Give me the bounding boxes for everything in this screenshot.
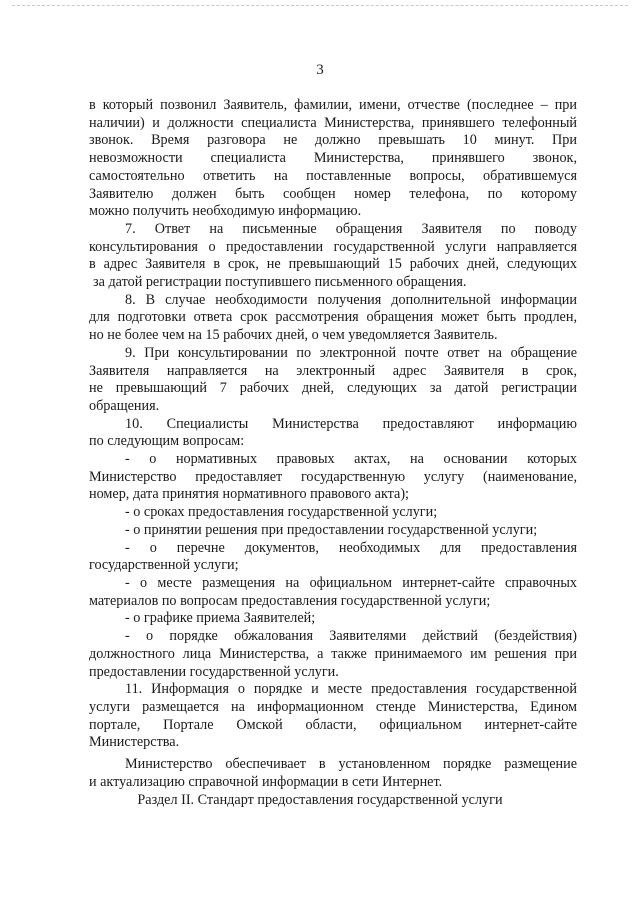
text-line: Заявителю должен быть сообщен номер телефона, по которому — [89, 185, 577, 202]
text-line: и актуализацию справочной информации в сети Интернет. — [89, 773, 443, 790]
paragraph-9-line: 9. При консультировании по электронной почте ответ на обращение — [125, 344, 577, 361]
paragraph-closing-line: Министерство обеспечивает в установленном порядке размещение — [125, 756, 577, 773]
scan-top-edge — [12, 5, 628, 6]
list-item: - о порядке обжалования Заявителями действий (бездействия) — [125, 628, 577, 645]
section-title: Раздел II. Стандарт предоставления государственной услуги — [137, 792, 503, 808]
text-line: звонок. Время разговора не должно превышать 10 минут. При — [89, 132, 577, 149]
paragraph-10-line: 10. Специалисты Министерства предоставляют информацию — [125, 415, 577, 432]
list-item: - о нормативных правовых актах, на основании которых — [125, 451, 577, 468]
paragraph-7-line: 7. Ответ на письменные обращения Заявителя по поводу — [125, 220, 577, 237]
paragraph-11-line: 11. Информация о порядке и месте предоставления государственной — [125, 681, 577, 698]
text-line: Заявителя направляется на электронный адрес Заявителя в срок, — [89, 362, 577, 379]
text-line: Министерство предоставляет государственную услугу (наименование, — [89, 468, 577, 485]
paragraph-8-line: 8. В случае необходимости получения дополнительной информации — [125, 291, 577, 308]
list-item: - о графике приема Заявителей; — [125, 610, 316, 627]
text-line: невозможности специалиста Министерства, принявшего звонок, — [89, 150, 577, 167]
list-item: - о перечне документов, необходимых для предоставления — [125, 539, 577, 556]
list-item: - о принятии решения при предоставлении государственной услуги; — [125, 521, 538, 538]
text-line: в адрес Заявителя в срок, не превышающий 15 рабочих дней, следующих — [89, 256, 577, 273]
text-line: не превышающий 7 рабочих дней, следующих за датой регистрации — [89, 380, 577, 397]
text-line: должностного лица Министерства, а также принимаемого им решения при — [89, 645, 577, 662]
text-line: услуги размещается на информационном стенде Министерства, Едином — [89, 698, 577, 715]
text-line: обращения. — [89, 397, 160, 414]
text-line: но не более чем на 15 рабочих дней, о чем уведомляется Заявитель. — [89, 327, 498, 344]
list-item: - о сроках предоставления государственной услуги; — [125, 504, 438, 521]
text-line: консультирования о предоставлении государственной услуги направляется — [89, 238, 577, 255]
text-line: наличии) и должности специалиста Министерства, принявшего телефонный — [89, 114, 577, 131]
list-item: - о месте размещения на официальном интернет-сайте справочных — [125, 574, 577, 591]
text-line: материалов по вопросам предоставления государственной услуги; — [89, 592, 491, 609]
text-line: по следующим вопросам: — [89, 433, 245, 450]
page-number: 3 — [316, 62, 324, 78]
text-line: Министерства. — [89, 734, 180, 751]
text-line: портале, Портале Омской области, официальном интернет-сайте — [89, 716, 577, 733]
text-line: за датой регистрации поступившего письменного обращения. — [93, 274, 467, 291]
text-line: для подготовки ответа срок рассмотрения обращения может быть продлен, — [89, 309, 577, 326]
text-line: государственной услуги; — [89, 557, 239, 574]
text-line: предоставлении государственной услуги. — [89, 663, 339, 680]
document-body — [89, 97, 577, 791]
text-line: номер, дата принятия нормативного правового акта); — [89, 486, 409, 503]
text-line: можно получить необходимую информацию. — [89, 203, 362, 220]
text-line: самостоятельно ответить на поставленные вопросы, обратившемуся — [89, 167, 577, 184]
text-line: в который позвонил Заявитель, фамилии, имени, отчестве (последнее – при — [89, 97, 577, 113]
